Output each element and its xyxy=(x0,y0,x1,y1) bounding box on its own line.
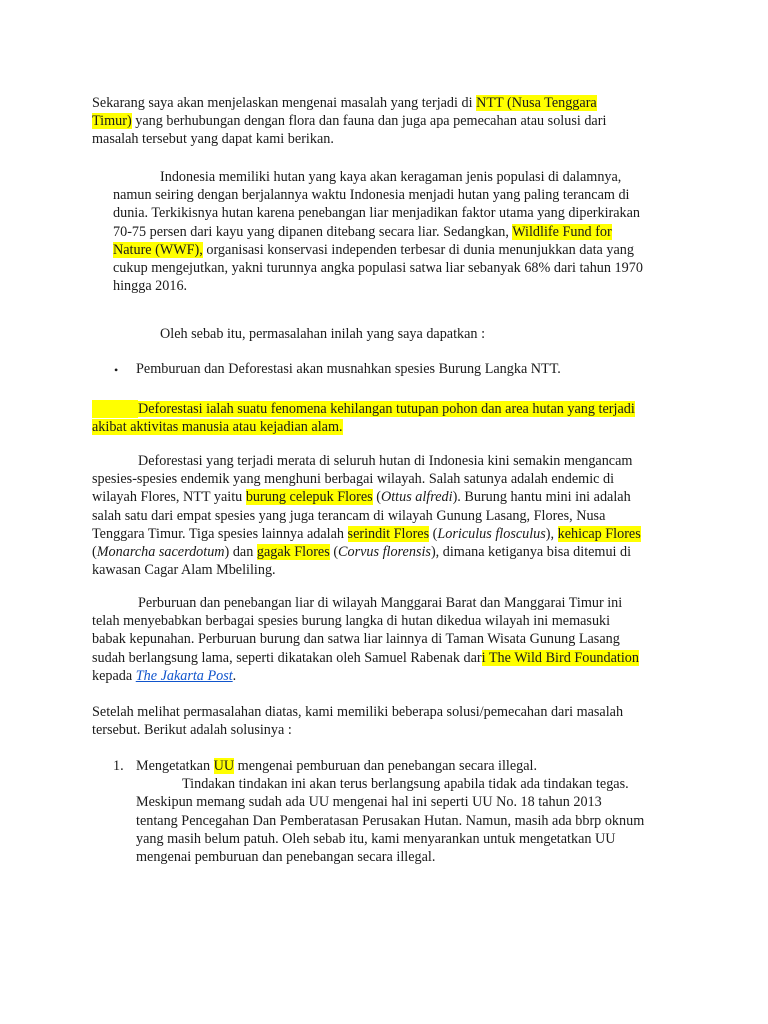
latin-name: Ottus alfredi xyxy=(380,489,453,506)
paragraph-indonesia-forest xyxy=(113,168,643,295)
body-text: mengenai pemburuan dan penebangan secara illegal. xyxy=(136,849,436,866)
body-text: Tindakan tindakan ini akan terus berlangsung apabila tidak ada tindakan tegas. xyxy=(182,776,629,793)
body-text: dunia. Terkikisnya hutan karena penebangan liar menjadikan faktor utama yang diperkirakan xyxy=(113,205,641,222)
body-text: . xyxy=(232,667,237,684)
body-text: ). Burung hantu mini ini adalah xyxy=(452,489,631,506)
body-text: Perburuan dan penebangan liar di wilayah Manggarai Barat dan Manggarai Timur ini xyxy=(138,595,623,611)
solution-item xyxy=(136,757,644,866)
body-text: kawasan Cagar Alam Mbeliling. xyxy=(92,562,276,579)
body-text: ), dimana ketiganya bisa ditemui di xyxy=(430,544,632,561)
highlight-species: kehicap Flores xyxy=(557,525,641,542)
body-text: yang masih belum patuh. Oleh sebab itu, kami menyarankan untuk mengetatkan UU xyxy=(136,830,616,847)
body-text: namun seiring dengan berjalannya waktu Indonesia menjadi hutan yang paling terancam di xyxy=(113,187,630,204)
body-text: Indonesia memiliki hutan yang kaya akan keragaman jenis populasi di dalamnya, xyxy=(160,169,622,185)
highlight-uu: UU xyxy=(213,758,235,774)
body-text: mengenai pemburuan dan penebangan secara illegal. xyxy=(234,758,538,774)
body-text: spesies-spesies endemik yang menghuni berbagai wilayah. Salah satunya adalah endemic di xyxy=(92,471,615,488)
body-text: ( xyxy=(329,544,339,561)
highlight-definition: Deforestasi ialah suatu fenomena kehilangan tutupan pohon dan area hutan yang terjadi xyxy=(138,401,635,417)
body-text: cukup mengejutkan, yakni turunnya angka populasi satwa liar sebanyak 68% dari tahun 1970 xyxy=(113,260,643,277)
highlight-species: burung celepuk Flores xyxy=(245,489,373,506)
body-text: 70-75 persen dari kayu yang dipanen ditebang secara liar. Sedangkan, xyxy=(113,223,513,240)
body-text: hingga 2016. xyxy=(113,278,188,295)
jakarta-post-link[interactable]: The Jakarta Post xyxy=(135,667,233,684)
body-text: Deforestasi yang terjadi merata di seluruh hutan di Indonesia kini semakin mengancam xyxy=(138,453,633,469)
body-text: salah satu dari empat spesies yang juga terancam di wilayah Gunung Lasang, Flores, Nusa xyxy=(92,507,606,524)
highlight-ntt: NTT (Nusa Tenggara xyxy=(476,95,597,111)
intro-paragraph xyxy=(92,94,606,149)
paragraph-endemic-species xyxy=(92,452,641,579)
bullet-icon: • xyxy=(114,363,119,377)
deforestation-definition xyxy=(92,400,635,436)
latin-name: Loriculus flosculus xyxy=(437,525,546,542)
body-text: babak kepunahan. Perburuan burung dan satwa liar lainnya di Taman Wisata Gunung Lasang xyxy=(92,631,620,648)
highlight-timur: Timur) xyxy=(92,113,132,130)
highlight-wwf: Nature (WWF), xyxy=(113,241,203,258)
latin-name: Corvus florensis xyxy=(338,544,431,561)
highlight-foundation: i The Wild Bird Foundation xyxy=(481,649,639,666)
body-text: ( xyxy=(372,489,381,506)
body-text: Meskipun memang sudah ada UU mengenai hal ini seperti UU No. 18 tahun 2013 xyxy=(136,794,602,811)
intro-text: yang berhubungan dengan flora dan fauna dan juga apa pemecahan atau solusi dari xyxy=(131,113,607,130)
body-text: Setelah melihat permasalahan diatas, kami memiliki beberapa solusi/pemecahan dari masalah xyxy=(92,704,624,720)
highlight-species: serindit Flores xyxy=(347,525,430,542)
body-text: kepada xyxy=(92,667,136,684)
body-text: ( xyxy=(429,525,438,542)
paragraph-solutions-intro xyxy=(92,703,623,739)
bullet-item: Pemburuan dan Deforestasi akan musnahkan spesies Burung Langka NTT. xyxy=(136,361,561,377)
intro-text: Sekarang saya akan menjelaskan mengenai masalah yang terjadi di xyxy=(92,95,477,111)
highlight-species: gagak Flores xyxy=(256,544,330,561)
body-text: sudah berlangsung lama, seperti dikatakan oleh Samuel Rabenak dar xyxy=(92,649,482,666)
intro-problems-line: Oleh sebab itu, permasalahan inilah yang saya dapatkan : xyxy=(160,326,486,342)
body-text: Mengetatkan xyxy=(136,758,214,774)
body-text: Tenggara Timur. Tiga spesies lainnya adalah xyxy=(92,525,348,542)
body-text: ) dan xyxy=(224,544,257,561)
body-text: wilayah Flores, NTT yaitu xyxy=(92,489,246,506)
body-text: ), xyxy=(545,525,558,542)
body-text: telah menyebabkan berbagai spesies burung langka di hutan dikedua wilayah ini memasuki xyxy=(92,613,611,630)
body-text: organisasi konservasi independen terbesar di dunia menunjukkan data yang xyxy=(202,241,634,258)
paragraph-hunting xyxy=(92,594,639,685)
highlight-definition: akibat aktivitas manusia atau kejadian alam. xyxy=(92,419,343,436)
highlight-wwf: Wildlife Fund for xyxy=(512,223,612,240)
body-text: ( xyxy=(92,544,97,561)
latin-name: Monarcha sacerdotum xyxy=(96,544,225,561)
body-text: tentang Pencegahan Dan Pemberatasan Perusakan Hutan. Namun, masih ada bbrp oknum xyxy=(136,812,645,829)
body-text: tersebut. Berikut adalah solusinya : xyxy=(92,722,292,739)
intro-text: masalah tersebut yang dapat kami berikan. xyxy=(92,131,334,148)
list-number: 1. xyxy=(113,758,124,774)
